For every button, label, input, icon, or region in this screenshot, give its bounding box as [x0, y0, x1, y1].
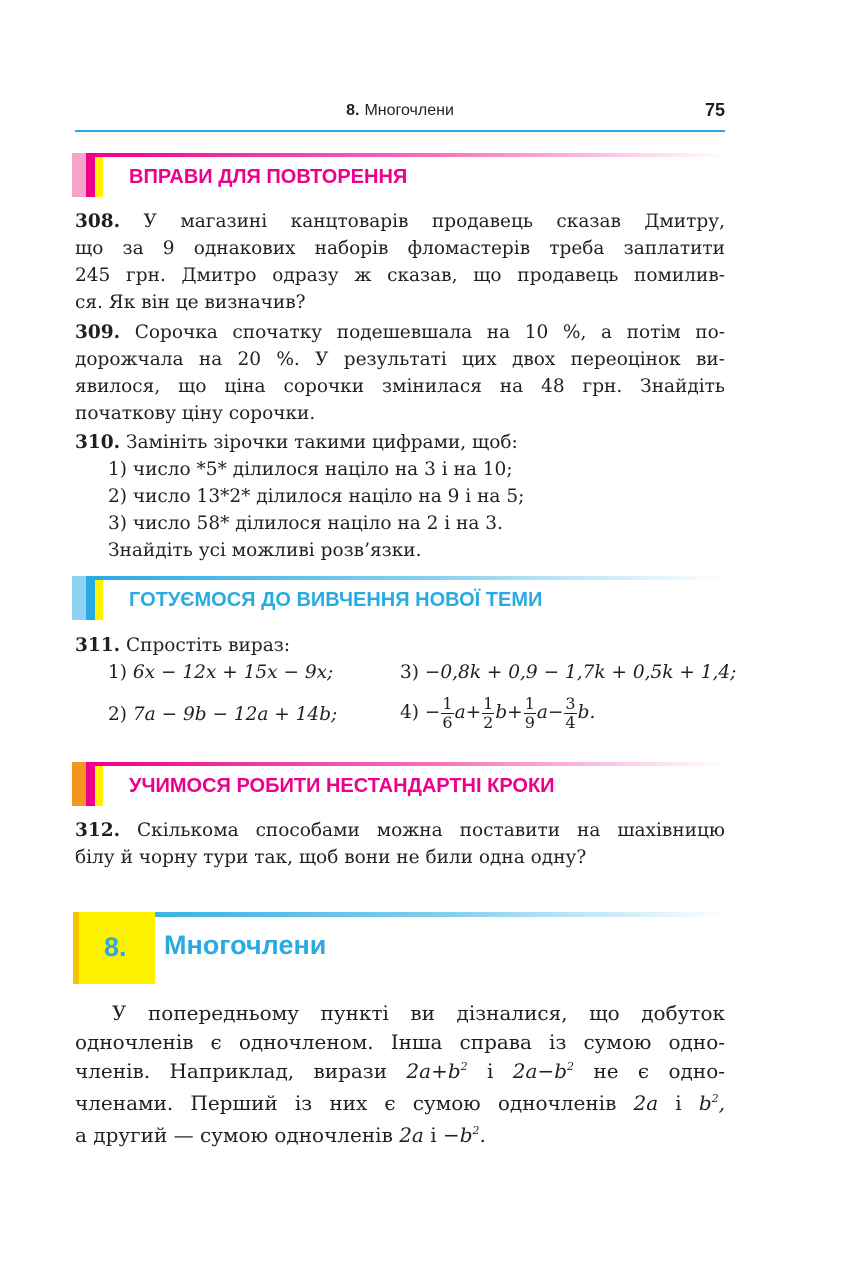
problem-309-line: дорожчала на 20 %. У результаті цих двох переоцінок ви-	[75, 349, 725, 370]
expression-3	[400, 660, 736, 686]
banner-accent	[72, 576, 86, 620]
text-run: і	[487, 1059, 494, 1083]
fraction	[564, 695, 576, 732]
text-run: членами. Перший із них є сумою одночленів	[75, 1091, 617, 1115]
banner-accent	[86, 153, 95, 197]
problem-308-line: що за 9 однакових наборів фломастерів треба заплатити	[75, 238, 725, 259]
banner-prepare	[72, 576, 727, 620]
denominator: 9	[524, 712, 535, 732]
variable: a	[536, 702, 548, 723]
text-run: не є одно-	[593, 1059, 725, 1083]
formula: $2a-b^2$	[512, 1059, 575, 1083]
fraction	[441, 695, 453, 732]
problem-310-item: 3) число 58* ділилося націло на 2 і на 3.	[108, 513, 503, 534]
formula: $b^2$,	[698, 1091, 725, 1115]
banner-rule	[86, 576, 727, 580]
problem-312-line: білу й чорну тури так, щоб вони не били одна одну?	[75, 847, 587, 868]
problem-308-line: ся. Як він це визначив?	[75, 292, 306, 313]
problem-311-line	[75, 633, 725, 659]
problem-310-item: 2) число 13*2* ділилося націло на 9 і на 5;	[108, 486, 525, 507]
item-label: 2)	[108, 704, 127, 725]
banner-title: УЧИМОСЯ РОБИТИ НЕСТАНДАРТНІ КРОКИ	[129, 775, 555, 797]
expression: 7a − 9b − 12a + 14b;	[132, 704, 338, 725]
fraction	[482, 695, 494, 732]
problem-310-item: 1) число *5* ділилося націло на 3 і на 10;	[108, 459, 513, 480]
banner-accent	[95, 153, 103, 197]
problem-309-line: явилося, що ціна сорочки змінилася на 48 грн. Знайдіть	[75, 376, 725, 397]
formula: 2a	[633, 1091, 659, 1115]
variable: b	[495, 702, 508, 723]
problem-number: 312.	[75, 820, 121, 841]
problem-text: У магазині канцтоварів продавець сказав Дмитру,	[143, 211, 725, 232]
banner-rule	[86, 762, 727, 766]
expression-4	[400, 691, 595, 735]
operator: +	[507, 702, 523, 723]
expression-1	[108, 660, 333, 686]
expression-2	[108, 702, 337, 728]
problem-text: Скількома способами можна поставити на шахівницю	[137, 820, 725, 841]
banner-nonstandard	[72, 762, 727, 806]
formula: 2a	[399, 1123, 424, 1147]
chapter-title: Многочлени	[164, 930, 327, 960]
paragraph-line: одночленів є одночленом. Інша справа із сумою одно-	[75, 1030, 725, 1054]
expression: −0,8k + 0,9 − 1,7k + 0,5k + 1,4;	[424, 662, 737, 683]
item-label: 1)	[108, 662, 127, 683]
banner-accent	[86, 762, 95, 806]
problem-number: 309.	[75, 322, 121, 343]
banner-accent	[72, 153, 86, 197]
operator: −	[424, 702, 441, 723]
section-number: 8.	[346, 102, 360, 119]
banner-title: ВПРАВИ ДЛЯ ПОВТОРЕННЯ	[129, 166, 408, 188]
numerator: 1	[524, 693, 535, 713]
paragraph-line: У попередньому пункті ви дізналися, що добуток	[112, 1001, 725, 1025]
problem-309-line: початкову ціну сорочки.	[75, 403, 316, 424]
problem-number: 308.	[75, 211, 121, 232]
variable: b.	[577, 702, 596, 723]
paragraph-line	[75, 1120, 725, 1150]
section-title: Многочлени	[364, 102, 454, 119]
chapter-rule	[73, 912, 728, 917]
problem-number: 310.	[75, 432, 121, 453]
running-title	[75, 102, 725, 120]
denominator: 2	[483, 712, 494, 732]
banner-title: ГОТУЄМОСЯ ДО ВИВЧЕННЯ НОВОЇ ТЕМИ	[129, 589, 543, 611]
numerator: 3	[565, 693, 576, 713]
running-header	[75, 100, 725, 132]
chapter-number: 8.	[104, 932, 127, 962]
problem-number: 311.	[75, 635, 121, 656]
problem-text: Замініть зірочки такими цифрами, щоб:	[125, 432, 518, 453]
problem-310-outro: Знайдіть усі можливі розв’язки.	[108, 540, 422, 561]
denominator: 4	[565, 712, 576, 732]
text-run: і	[430, 1123, 437, 1147]
banner-accent	[72, 762, 86, 806]
formula: $-b^2$.	[442, 1123, 486, 1147]
text-run: членів. Наприклад, вирази	[75, 1059, 388, 1083]
expression: 6x − 12x + 15x − 9x;	[132, 662, 334, 683]
problem-310-line	[75, 430, 725, 456]
operator: +	[465, 702, 482, 723]
problem-text: Спростіть вираз:	[125, 635, 291, 656]
problem-309-line	[75, 320, 725, 346]
formula: $2a+b^2$	[406, 1059, 468, 1083]
text-run: і	[675, 1091, 682, 1115]
problem-text: Сорочка спочатку подешевшала на 10 %, а потім по-	[134, 322, 725, 343]
page-number: 75	[704, 100, 725, 120]
item-label: 4)	[400, 702, 419, 723]
numerator: 1	[483, 693, 494, 713]
problem-308-line	[75, 209, 725, 235]
banner-accent	[95, 762, 103, 806]
banner-rule	[86, 153, 727, 157]
banner-review	[72, 153, 727, 197]
denominator: 6	[442, 712, 453, 732]
problem-312-line	[75, 818, 725, 844]
numerator: 1	[442, 693, 453, 713]
operator: −	[547, 702, 564, 723]
variable: a	[454, 702, 466, 723]
fraction	[524, 695, 536, 732]
text-run: а другий — сумою одночленів	[75, 1123, 393, 1147]
paragraph-line	[75, 1056, 725, 1086]
banner-accent	[86, 576, 95, 620]
item-label: 3)	[400, 662, 419, 683]
problem-308-line: 245 грн. Дмитро одразу ж сказав, що продавець помилив-	[75, 265, 725, 286]
banner-accent	[95, 576, 103, 620]
paragraph-line	[75, 1088, 725, 1118]
